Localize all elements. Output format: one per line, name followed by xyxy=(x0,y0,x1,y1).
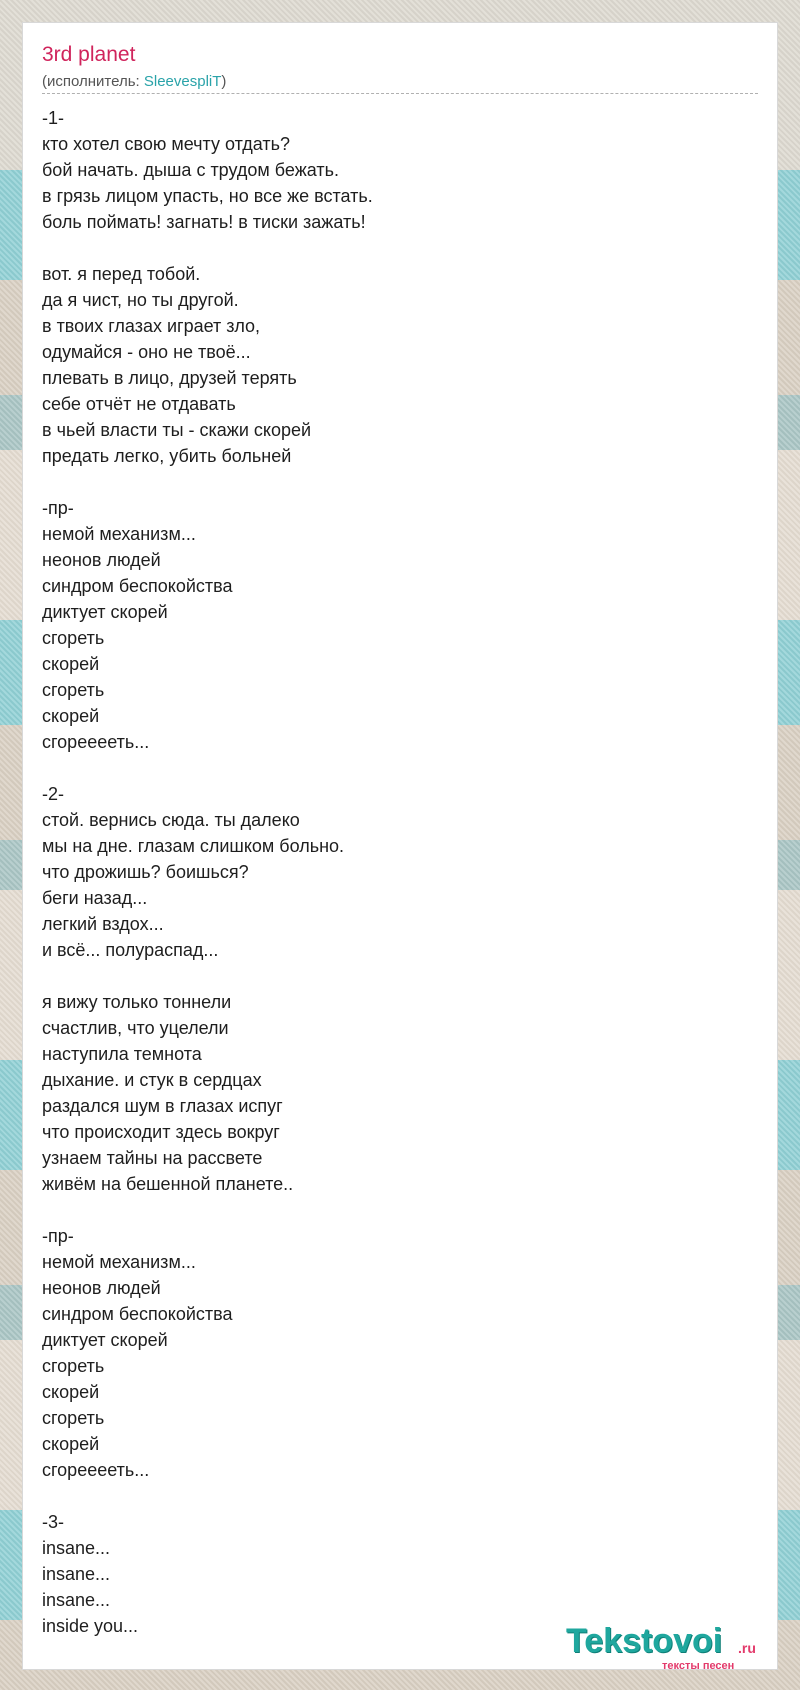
lyric-line: синдром беспокойства xyxy=(42,576,233,596)
lyric-line: insane... xyxy=(42,1538,111,1558)
lyric-line: inside you... xyxy=(42,1616,139,1636)
title-divider xyxy=(42,93,758,94)
lyric-line: синдром беспокойства xyxy=(42,1304,233,1324)
lyric-line: диктует скорей xyxy=(42,602,168,622)
lyric-line: сгореть xyxy=(42,1356,105,1376)
lyric-line: боль поймать! загнать! в тиски зажать! xyxy=(42,212,366,232)
artist-prefix: (исполнитель: xyxy=(42,73,144,90)
logo-tagline: тексты песен xyxy=(662,1660,735,1672)
lyric-line: insane... xyxy=(42,1564,111,1584)
lyric-line: insane... xyxy=(42,1590,111,1610)
site-logo[interactable] xyxy=(566,1622,772,1672)
lyrics-card xyxy=(22,22,778,1670)
lyric-line: кто хотел свою мечту отдать? xyxy=(42,134,291,154)
artist-link[interactable]: SleevespliT xyxy=(143,73,222,90)
lyric-line: сгорееееть... xyxy=(42,732,150,752)
lyric-line: да я чист, но ты другой. xyxy=(42,290,239,310)
lyric-line: сгореть xyxy=(42,628,105,648)
artist-suffix: ) xyxy=(221,73,227,90)
lyric-line: немой механизм... xyxy=(42,524,196,544)
lyric-line: -пр- xyxy=(42,498,74,518)
lyric-line xyxy=(42,1483,742,1509)
lyric-line: в грязь лицом упасть, но все же встать. xyxy=(42,186,373,206)
lyric-line: легкий вздох... xyxy=(42,914,164,934)
lyric-line: бой начать. дыша с трудом бежать. xyxy=(42,160,339,180)
lyric-line: неонов людей xyxy=(42,1278,161,1298)
artist-line xyxy=(42,73,226,90)
lyric-line: скорей xyxy=(42,706,100,726)
lyric-line: стой. вернись сюда. ты далеко xyxy=(42,810,300,830)
lyric-line: -пр- xyxy=(42,1226,74,1246)
lyric-line: в твоих глазах играет зло, xyxy=(42,316,261,336)
lyric-line: мы на дне. глазам слишком больно. xyxy=(42,836,345,856)
lyric-line: неонов людей xyxy=(42,550,161,570)
lyric-line: счастлив, что уцелели xyxy=(42,1018,229,1038)
lyric-line: диктует скорей xyxy=(42,1330,168,1350)
lyric-line: беги назад... xyxy=(42,888,148,908)
lyric-line: я вижу только тоннели xyxy=(42,992,232,1012)
lyric-line: немой механизм... xyxy=(42,1252,196,1272)
lyric-line: скорей xyxy=(42,654,100,674)
lyric-line: что происходит здесь вокруг xyxy=(42,1122,280,1142)
lyric-line: что дрожишь? боишься? xyxy=(42,862,249,882)
lyric-line: наступила темнота xyxy=(42,1044,202,1064)
lyrics-text xyxy=(42,105,742,1639)
lyric-line: плевать в лицо, друзей терять xyxy=(42,368,297,388)
lyric-line xyxy=(42,755,742,781)
lyric-line xyxy=(42,235,742,261)
song-title: 3rd planet xyxy=(42,43,136,66)
lyric-line xyxy=(42,1197,742,1223)
logo-tld: .ru xyxy=(738,1640,756,1656)
lyric-line: предать легко, убить больней xyxy=(42,446,292,466)
lyric-line: -1- xyxy=(42,108,64,128)
lyric-line: и всё... полураспад... xyxy=(42,940,219,960)
lyric-line: сгорееееть... xyxy=(42,1460,150,1480)
lyric-line: узнаем тайны на рассвете xyxy=(42,1148,263,1168)
lyric-line: вот. я перед тобой. xyxy=(42,264,201,284)
lyric-line: сгореть xyxy=(42,680,105,700)
lyric-line xyxy=(42,963,742,989)
lyric-line: -3- xyxy=(42,1512,64,1532)
lyric-line: скорей xyxy=(42,1434,100,1454)
lyric-line: -2- xyxy=(42,784,64,804)
lyric-line: живём на бешенной планете.. xyxy=(42,1174,294,1194)
logo-wordmark: Tekstovoi xyxy=(566,1622,723,1660)
lyric-line: одумайся - оно не твоё... xyxy=(42,342,251,362)
lyric-line: в чьей власти ты - скажи скорей xyxy=(42,420,312,440)
lyric-line: себе отчёт не отдавать xyxy=(42,394,236,414)
lyric-line: раздался шум в глазах испуг xyxy=(42,1096,283,1116)
lyric-line xyxy=(42,469,742,495)
lyric-line: дыхание. и стук в сердцах xyxy=(42,1070,262,1090)
lyric-line: скорей xyxy=(42,1382,100,1402)
lyric-line: сгореть xyxy=(42,1408,105,1428)
